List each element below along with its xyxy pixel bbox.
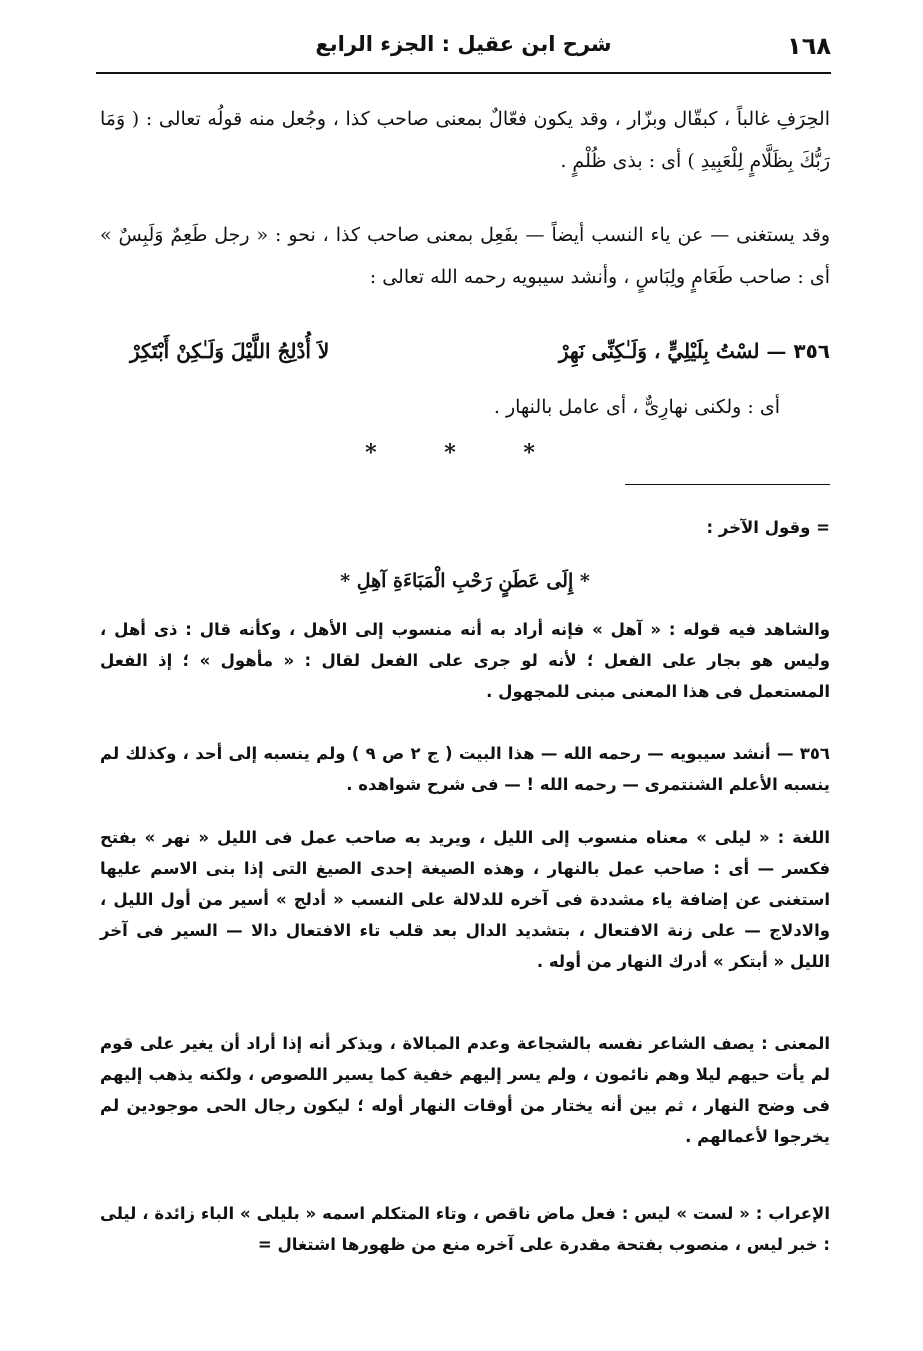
footnote-intro: = وقول الآخر : [706,518,830,537]
verse-number: ٣٥٦ [793,339,830,363]
header-rule [96,72,831,74]
verse-gloss: أى : ولكنى نهارِىٌّ ، أى عامل بالنهار . [493,396,780,418]
page-number: ١٦٨ [787,32,831,60]
running-title: شرح ابن عقيل : الجزء الرابع [315,32,612,56]
footnote-meaning: المعنى : يصف الشاعر نفسه بالشجاعة وعدم المبالاة ، ويذكر أنه إذا أراد أن يغير على قوم لم يأت حيهم ليلا وهم نائمون ، ولم يسر إليهم خفية كما يسير اللصوص ، ولكنه يذهب إليهم فى وضح النهار ، ثم بين أنه يختار من أوقات النهار أوله ؛ ليكون رجال الحى موجودين لم يخرجوا لأعمالهم . [100,1034,830,1146]
poetic-verse-356 [130,336,830,366]
section-separator: * * * [365,440,565,466]
footnote-attribution: ٣٥٦ — أنشد سيبويه — رحمه الله — هذا البيت ( ج ٢ ص ٩ ) ولم ينسبه إلى أحد ، وكذلك لم ينسبه الأعلم الشنتمرى — رحمه الله ! — فى شرح شواهده . [100,744,830,794]
verse-second-hemistich: لاَ أُدْلِجُ اللَّيْلَ وَلَـٰكِنْ أَبْتَكِرْ [130,339,330,363]
footnote-quoted-verse: * إِلَى عَطَنٍ رَحْبِ الْمَبَاءَةِ آهِلِ * [340,570,590,592]
verse-first-hemistich: ٣٥٦ — لسْتُ بِلَيْلِيٍّ ، وَلَـٰكِنِّى نَهِرْ [558,339,830,363]
footnote-witness: والشاهد فيه قوله : « آهل » فإنه أراد به أنه منسوب إلى الأهل ، وكأنه قال : ذى أهل ، وليس هو بجار على الفعل ؛ لأنه لو جرى على الفعل لقال : « مأهول » ؛ إذ الفعل المستعمل فى هذا المعنى مبنى للمجهول . [100,620,830,701]
main-paragraph-1: الحِرَفِ غالباً ، كبقّال وبزّار ، وقد يكون فعّالٌ بمعنى صاحب كذا ، وجُعل منه قولُه تعالى : ( وَمَا رَبُّكَ بِظَلَّامٍ لِلْعَبِيدِ ) أى : بذى ظُلْمٍ . [100,108,830,172]
page-header [96,28,831,68]
main-paragraph-2: وقد يستغنى — عن ياء النسب أيضاً — بفَعِل بمعنى صاحب كذا ، نحو : « رجل طَعِمٌ وَلَبِسٌ » أى : صاحب طَعَامٍ ولِبَاسٍ ، وأنشد سيبويه رحمه الله تعالى : [100,224,830,288]
footnote-lexicon: اللغة : « ليلى » معناه منسوب إلى الليل ، ويريد به صاحب عمل فى الليل « نهر » بفتح فكسر — أى : صاحب عمل بالنهار ، وهذه الصيغة إحدى الصيغ التى إذا بنى الاسم عليها استغنى عن إضافة ياء مشددة فى آخره للدلالة على النسب « أدلج » أسير من أول الليل ، والادلاج — على زنة الافتعال ، بتشديد الدال بعد قلب تاء الافتعال دالا — السير فى آخر الليل « أبتكر » أدرك النهار من أوله . [100,828,830,971]
footnote-parsing: الإعراب : « لست » ليس : فعل ماض ناقص ، وتاء المتكلم اسمه « بليلى » الباء زائدة ، ليلى : خبر ليس ، منصوب بفتحة مقدرة على آخره منع من ظهورها اشتغال = [100,1204,830,1254]
footnote-rule [625,484,830,485]
